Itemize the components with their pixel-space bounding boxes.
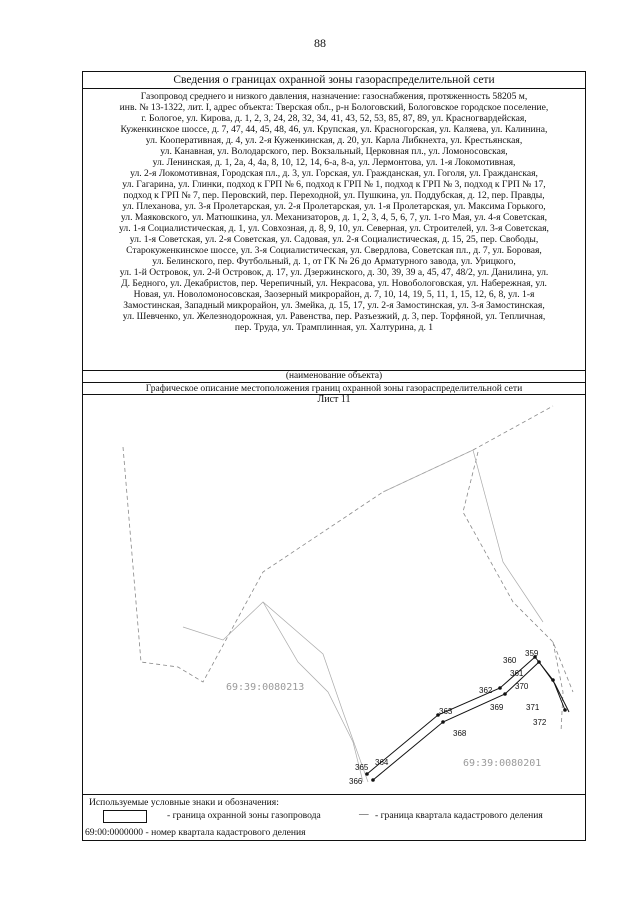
point-368: 368: [453, 729, 467, 738]
sheet-label: Лист 11: [317, 394, 351, 405]
cadastral-border-symbol: —: [359, 809, 369, 820]
point-365: 365: [355, 763, 369, 772]
cadastral-border-left: [123, 406, 553, 682]
legend-row-borders: [89, 810, 579, 824]
description-line: Замостинская, Западный микрорайон, ул. Змейка, д. 15, 17, ул. 2-я Замостинская, ул. 3-я Замостинская,: [123, 300, 545, 311]
point-371: 371: [526, 703, 540, 712]
point-364: 364: [375, 758, 389, 767]
description-line: ул. 1-я Социалистическая, д. 1, ул. Совхозная, д. 8, 9, 10, ул. Северная, ул. Строителей, ул. 3-я Советская,: [119, 223, 549, 234]
cadastral-map: [83, 392, 585, 784]
description-line: ул. Ленинская, д. 1, 2а, 4, 4а, 8, 10, 12, 14, 6-а, 8-а, ул. Лермонтова, ул. 1-я Локомотивная,: [152, 157, 516, 168]
description-line: г. Бологое, ул. Кирова, д. 1, 2, 3, 24, 28, 32, 34, 41, 43, 52, 53, 85, 87, 89, ул. Красногвардейская,: [141, 113, 527, 124]
description-line: Газопровод среднего и низкого давления, назначение: газоснабжения, протяженность 58205 м,: [140, 91, 528, 102]
description-line: инв. № 13-1322, лит. I, адрес объекта: Тверская обл., р-н Бологовский, Бологовское городское поселение,: [119, 102, 549, 113]
point-370: 370: [515, 682, 529, 691]
description-line: ул. Гагарина, ул. Глинки, подход к ГРП № 6, подход к ГРП № 1, подход к ГРП № 3, подход к ГРП № 17,: [122, 179, 546, 190]
description-line: ул. 1-я Советская, ул. 2-я Советская, ул. Садовая, ул. 2-я Социалистическая, д. 15, 25, пер. Свободы,: [129, 234, 539, 245]
zone-symbol: [103, 810, 147, 823]
legend-zone-text: - граница охранной зоны газопровода: [167, 810, 321, 821]
cadastral-label-1: 69:39:0080213: [226, 682, 305, 693]
point-359: 359: [525, 649, 539, 658]
point-360: 360: [503, 656, 517, 665]
document-frame: [82, 71, 586, 841]
description-line: ул. 1-й Островок, ул. 2-й Островок, д. 17, ул. Дзержинского, д. 30, 39, 39 а, 45, 47, 48/2, ул. Данилина, ул.: [119, 267, 549, 278]
legend-heading: Используемые условные знаки и обозначения:: [89, 797, 279, 808]
section-title: Сведения о границах охранной зоны газораспределительной сети: [83, 72, 585, 89]
legend-row-number: [85, 827, 306, 838]
point-361: 361: [510, 669, 524, 678]
graphic-title: Графическое описание местоположения границ охранной зоны газораспределительной сети: [83, 383, 585, 395]
point-369: 369: [490, 703, 504, 712]
parcel-outline: [183, 450, 543, 782]
description-line: Старокуженкинское шоссе, ул. 3-я Социалистическая, ул. Свердлова, Советская пл., д. 7, ул. Боровая,: [126, 245, 542, 256]
point-363: 363: [439, 707, 453, 716]
description-line: ул. Шевченко, ул. Железнодорожная, ул. Равенства, пер. Разъезжий, д. 3, пер. Торфяной, ул. Тепличная,: [122, 311, 546, 322]
legend-number-example: 69:00:0000000: [85, 827, 144, 838]
point-362: 362: [479, 686, 493, 695]
object-label: (наименование объекта): [83, 371, 585, 383]
description-line: подход к ГРП № 7, пер. Перовский, пер. Переходной, ул. Пушкина, ул. Поддубская, д. 12, пер. Правды,: [123, 190, 545, 201]
legend-number-text: - номер квартала кадастрового деления: [145, 827, 306, 838]
description-line: Новая, ул. Новоломоносовская, Заозерный микрорайон, д. 7, 10, 14, 19, 5, 11, 1, 15, 12, 6, 8, ул. 1-я: [133, 289, 535, 300]
legend: [83, 794, 585, 841]
cadastral-border-right: [463, 452, 573, 692]
cadastral-border-edge: [553, 642, 563, 732]
description-line: ул. Канавная, ул. Володарского, пер. Вокзальный, Церковная пл., ул. Ломоносовская,: [160, 146, 508, 157]
description-line: ул. Маяковского, ул. Матюшкина, ул. Механизаторов, д. 1, 2, 3, 4, 5, 6, 7, ул. 1-го Мая, ул. 4-я Советская,: [120, 212, 548, 223]
page-number: 88: [314, 36, 326, 50]
description-line: ул. Плеханова, ул. 3-я Пролетарская, ул. 2-я Пролетарская, ул. 1-я Пролетарская, ул. Максима Горького,: [122, 201, 546, 212]
description-line: ул. Кооперативная, д. 4, ул. 2-я Куженкинская, д. 20, ул. Карла Либкнехта, ул. Крестьянская,: [145, 135, 523, 146]
description-line: Д. Бедного, ул. Декабристов, пер. Черепичный, ул. Некрасова, ул. Новобологовская, ул. Набережная, ул.: [121, 278, 547, 289]
point-366: 366: [349, 777, 363, 784]
legend-border-text: - граница квартала кадастрового деления: [375, 810, 543, 821]
point-372: 372: [533, 718, 547, 727]
description-line: ул. Белинского, пер. Футбольный, д. 1, от ГК № 26 до Арматурного завода, ул. Урицкого,: [152, 256, 516, 267]
object-description: [83, 89, 585, 371]
description-line: ул. 2-я Локомотивная, Городская пл., д. 3, ул. Горская, ул. Гражданская, ул. Гоголя, ул. Гражданская,: [130, 168, 538, 179]
description-line: пер. Труда, ул. Трамплинная, ул. Халтурина, д. 1: [234, 322, 434, 333]
cadastral-label-2: 69:39:0080201: [463, 758, 542, 769]
map-drawing: [83, 392, 585, 784]
description-line: Куженкинское шоссе, д. 7, 47, 44, 45, 48, 46, ул. Крупская, ул. Красногорская, ул. Каляева, ул. Калинина,: [120, 124, 548, 135]
